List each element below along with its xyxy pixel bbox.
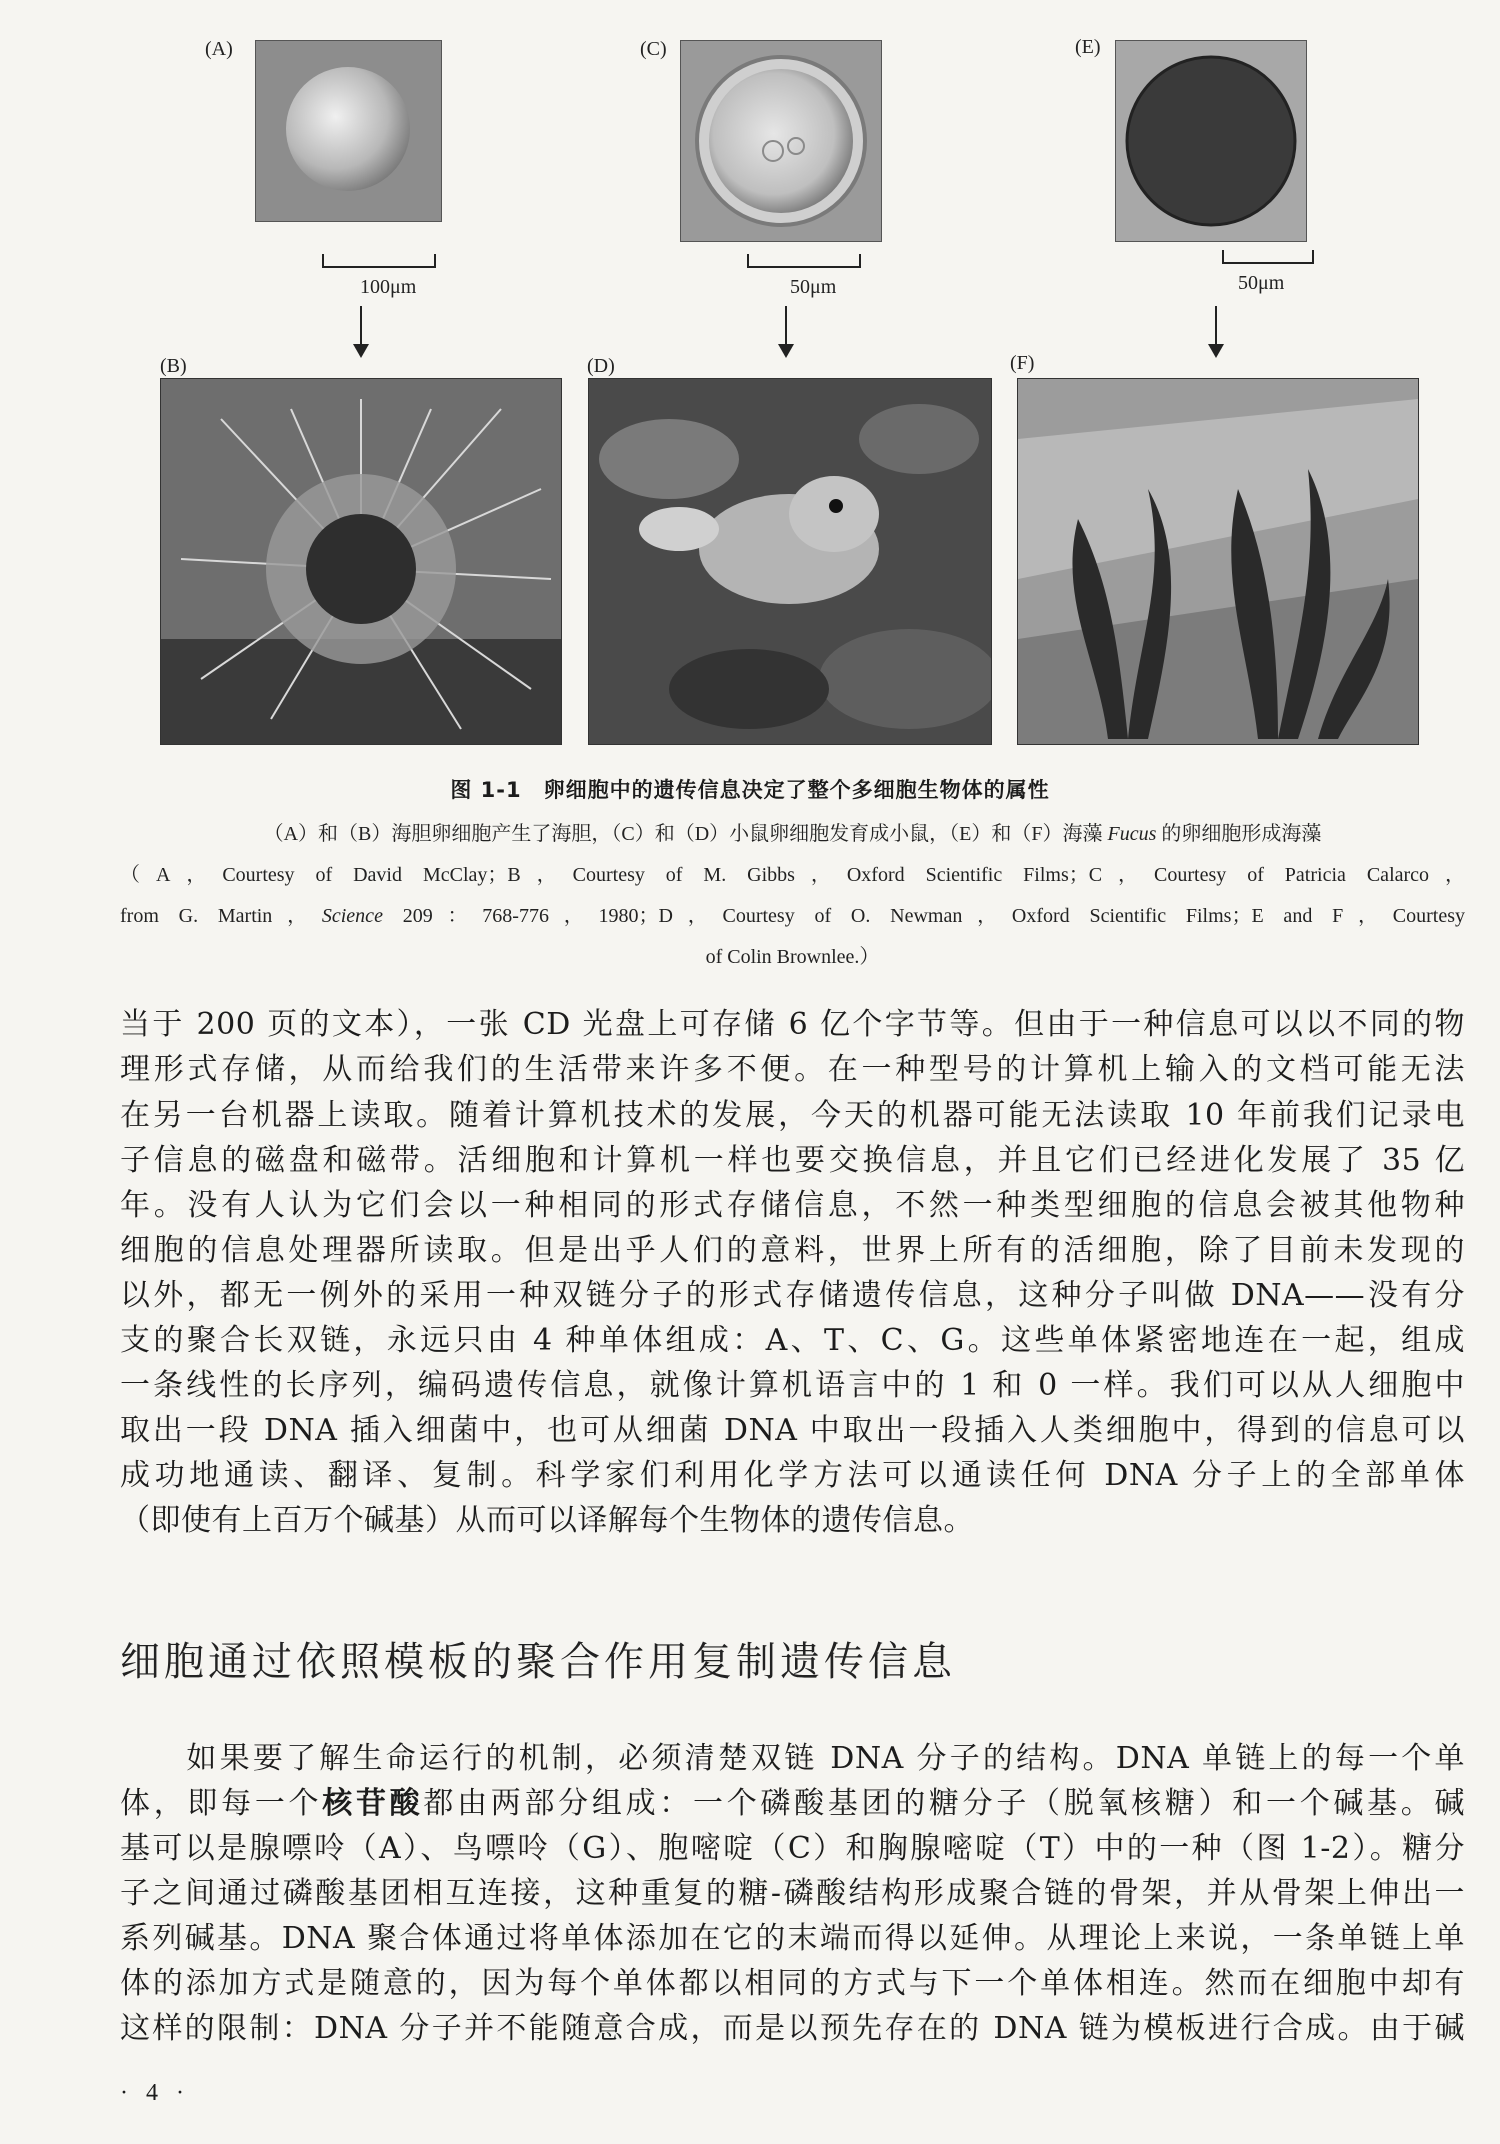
- caption-line-2: （A，Courtesy of David McClay；B，Courtesy of M. Gibbs，Oxford Scientific Films；C，Courtesy of Patricia Calarco，: [120, 864, 1465, 886]
- sea-urchin-egg-image: [255, 40, 442, 222]
- arrow-a-to-b: [360, 306, 362, 346]
- sea-urchin-photo: [160, 378, 562, 745]
- caption-line-3-part-1: from G. Martin，: [120, 905, 322, 927]
- scale-bar-c: [747, 254, 861, 268]
- scale-bar-e: [1222, 250, 1314, 264]
- body-text: 体，即每一个: [120, 1786, 323, 1821]
- panel-label-b: (B): [160, 355, 187, 377]
- panel-label-a: (A): [205, 38, 233, 60]
- body-line: 取出一段 DNA 插入细菌中，也可从细菌 DNA 中取出一段插入人类细胞中，得到的信息可以: [120, 1413, 1465, 1448]
- body-text: 都由两部分组成：一个磷酸基团的糖分子（脱氧核糖）和一个碱基。碱: [423, 1786, 1465, 1821]
- body-line: 这样的限制：DNA 分子并不能随意合成，而是以预先存在的 DNA 链为模板进行合成。由于碱: [120, 2011, 1465, 2046]
- scale-label-e: 50μm: [1238, 272, 1285, 294]
- body-line: 体的添加方式是随意的，因为每个单体都以相同的方式与下一个单体相连。然而在细胞中却有: [120, 1966, 1465, 2001]
- fucus-egg-image: [1115, 40, 1307, 242]
- panel-label-f: (F): [1010, 352, 1035, 374]
- body-line: 系列碱基。DNA 聚合体通过将单体添加在它的末端而得以延伸。从理论上来说，一条单链上单: [120, 1921, 1465, 1956]
- arrow-c-to-d: [785, 306, 787, 346]
- caption-line-1-italic: Fucus: [1107, 823, 1157, 845]
- body-line: 在另一台机器上读取。随着计算机技术的发展，今天的机器可能无法读取 10 年前我们记录电: [120, 1098, 1465, 1133]
- caption-line-3-italic: Science: [321, 905, 383, 927]
- body-line: 一条线性的长序列，编码遗传信息，就像计算机语言中的 1 和 0 一样。我们可以从人细胞中: [120, 1368, 1465, 1403]
- body-line: 子信息的磁盘和磁带。活细胞和计算机一样也要交换信息，并且它们已经进化发展了 35 亿: [120, 1143, 1465, 1178]
- caption-line-1-part-2: 的卵细胞形成海藻: [1161, 823, 1322, 845]
- body-line: 以外，都无一例外的采用一种双链分子的形式存储遗传信息，这种分子叫做 DNA——没有分: [120, 1278, 1465, 1313]
- body-line: 细胞的信息处理器所读取。但是出乎人们的意料，世界上所有的活细胞，除了目前未发现的: [120, 1233, 1465, 1268]
- caption-line-1: [120, 814, 1465, 854]
- body-line: 支的聚合长双链，永远只由 4 种单体组成：A、T、C、G。这些单体紧密地连在一起，组成: [120, 1323, 1465, 1358]
- section-heading: 细胞通过依照模板的聚合作用复制遗传信息: [120, 1639, 956, 1685]
- page-number: · 4 ·: [120, 2080, 190, 2106]
- body-line: 当于 200 页的文本），一张 CD 光盘上可存储 6 亿个字节等。但由于一种信息可以以不同的物: [120, 1007, 1465, 1042]
- key-term-nucleotide: 核苷酸: [322, 1786, 424, 1821]
- body-line: 基可以是腺嘌呤（A）、鸟嘌呤（G）、胞嘧啶（C）和胸腺嘧啶（T）中的一种（图 1-2）。糖分: [120, 1831, 1465, 1866]
- scale-bar-a: [322, 254, 436, 268]
- body-line: 成功地通读、翻译、复制。科学家们利用化学方法可以通读任何 DNA 分子上的全部单体: [120, 1458, 1465, 1493]
- body-line: 理形式存储，从而给我们的生活带来许多不便。在一种型号的计算机上输入的文档可能无法: [120, 1052, 1465, 1087]
- figure-title: 图 1-1 卵细胞中的遗传信息决定了整个多细胞生物体的属性: [450, 778, 1050, 802]
- body-line: （即使有上百万个碱基）从而可以译解每个生物体的遗传信息。: [120, 1503, 974, 1538]
- seaweed-photo: [1017, 378, 1419, 745]
- scale-label-c: 50μm: [790, 276, 837, 298]
- caption-line-1-part-1: （A）和（B）海胆卵细胞产生了海胆，（C）和（D）小鼠卵细胞发育成小鼠，（E）和（F）海藻: [263, 823, 1103, 845]
- arrow-e-to-f: [1215, 306, 1217, 346]
- caption-line-3: [120, 896, 1465, 936]
- body-line: [120, 1782, 1465, 1826]
- caption-line-4: of Colin Brownlee.）: [705, 946, 880, 968]
- panel-label-d: (D): [587, 355, 615, 377]
- panel-label-e: (E): [1075, 36, 1101, 58]
- body-line: 年。没有人认为它们会以一种相同的形式存储信息，不然一种类型细胞的信息会被其他物种: [120, 1188, 1465, 1223]
- panel-label-c: (C): [640, 38, 667, 60]
- mouse-photo: [588, 378, 992, 745]
- body-line: 子之间通过磷酸基团相互连接，这种重复的糖-磷酸结构形成聚合链的骨架，并从骨架上伸出一: [120, 1876, 1465, 1911]
- body-line: 如果要了解生命运行的机制，必须清楚双链 DNA 分子的结构。DNA 单链上的每一个单: [120, 1741, 1465, 1776]
- scale-label-a: 100μm: [360, 276, 417, 298]
- mouse-egg-image: [680, 40, 882, 242]
- caption-line-3-part-2: 209：768-776，1980；D，Courtesy of O. Newman，Oxford Scientific Films；E and F，Courtesy: [382, 905, 1465, 927]
